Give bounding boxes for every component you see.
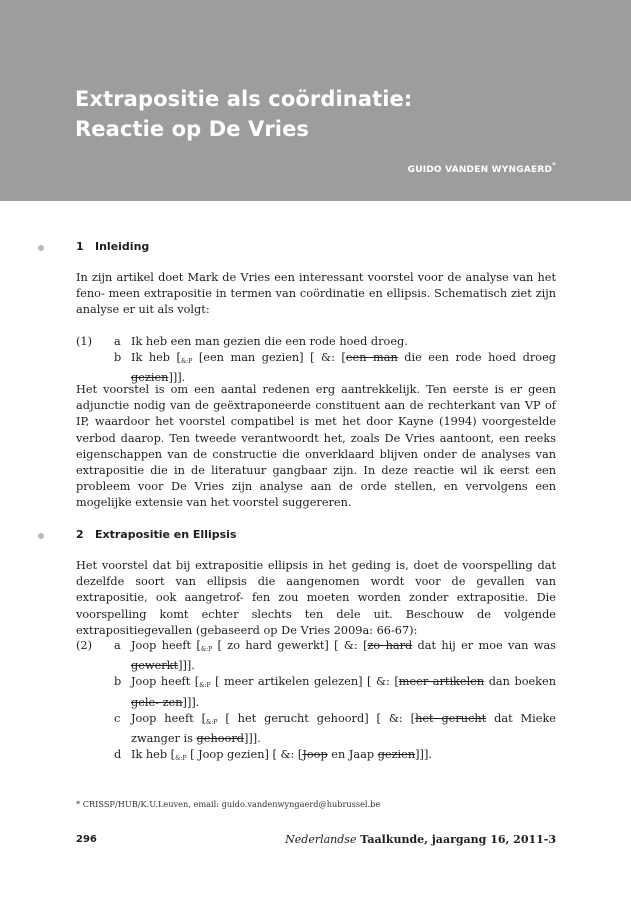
paragraph-intro: In zijn artikel doet Mark de Vries een interessant voorstel voor de analyse van het feno- meen extrapositie in termen van coördinatie en ellipsis. Schematisch ziet zijn analyse er uit als volgt:	[76, 271, 556, 317]
elided-text: gele- zen	[131, 695, 183, 709]
text-run: [een man gezien] [ &: [	[192, 351, 346, 365]
item-text	[131, 711, 556, 747]
elided-text: meer artikelen	[398, 675, 485, 689]
text-run: Ik heb [	[131, 748, 176, 762]
elided-text: een man	[345, 351, 398, 365]
text-run: Joop heeft [	[131, 675, 200, 689]
running-footer	[285, 833, 556, 846]
example-1	[76, 334, 556, 387]
item-letter: b	[114, 351, 122, 365]
paragraph-prediction: Het voorstel dat bij extrapositie ellipsis in het geding is, doet de voorspelling dat dezelfde soort van ellipsis die aangenomen wordt voor de gevallen van extrapositie, ook aangetrof- fen zou moeten worden zonder extrapositie. Die voorspelling komt echter slechts ten dele uit. Beschouw de volgende extrapositiegevallen (gebaseerd op De Vries 2009a: 66-67):	[76, 559, 556, 637]
text-run: dan boeken	[484, 675, 556, 689]
elided-text: het gerucht	[415, 711, 487, 725]
journal-issue: Taalkunde, jaargang 16, 2011-3	[356, 833, 556, 846]
subscript-label: &:P	[206, 718, 218, 726]
example-item-a	[76, 638, 556, 674]
item-text	[131, 674, 556, 710]
section-heading-1	[0, 240, 631, 256]
text-run: Joop heeft [	[131, 711, 206, 725]
article-title-line-1: Extrapositie als coördinatie:	[75, 87, 413, 111]
elided-text: gehoord	[196, 732, 244, 746]
text-run: Ik heb [	[131, 351, 181, 365]
paragraph-motivation: Het voorstel is om een aantal redenen erg aantrekkelijk. Ten eerste is er geen adjunctie nodig van de geëxtraponeerde constituent aan de rechterkant van VP of IP, waardoor het voorstel compatibel is met het door Kayne (1994) voorgestelde verbod daarop. Ten tweede verantwoordt het, zoals De Vries aantoont, een reeks eigenschappen van de constructie die onverklaard blijven onder de analyses van extrapositie die in de literatuur gangbaar zijn. In deze reactie wil ik eerst een probleem voor De Vries zijn analyse aan de orde stellen, en vervolgens een mogelijke extensie van het voorstel suggereren.	[76, 383, 556, 510]
elided-text: gewerkt	[131, 659, 179, 673]
example-item-b	[76, 674, 556, 710]
author-name: GUIDO VANDEN WYNGAERD	[407, 165, 553, 175]
text-run: ]]].	[168, 371, 186, 385]
example-number: (2)	[76, 639, 93, 652]
bullet-dot-icon	[38, 533, 44, 539]
text-run: [ zo hard gewerkt] [ &: [	[212, 639, 368, 652]
section-number: 1	[76, 240, 84, 253]
item-letter: b	[114, 675, 122, 689]
text-run: [ meer artikelen gelezen] [ &: [	[210, 675, 399, 689]
text-run: die een rode hoed droeg	[397, 351, 556, 365]
subscript-label: &:P	[180, 358, 193, 366]
article-title-line-2: Reactie op De Vries	[75, 117, 310, 141]
text-run: [ het gerucht gehoord] [ &: [	[217, 711, 416, 725]
bullet-dot-icon	[38, 245, 44, 251]
example-number: (1)	[76, 335, 93, 348]
text-run: en Jaap	[327, 748, 378, 762]
example-2	[76, 638, 556, 767]
example-item-c	[76, 711, 556, 747]
elided-text: zo hard	[367, 639, 413, 652]
item-letter: c	[114, 711, 121, 725]
item-text	[131, 747, 556, 767]
text-run: [ Joop gezien] [ &: [	[186, 748, 303, 762]
elided-text: gezien	[131, 371, 169, 385]
text-run: ]]].	[415, 748, 432, 762]
page-number: 296	[76, 834, 97, 845]
section-title: Inleiding	[95, 240, 150, 253]
example-item-d	[76, 747, 556, 767]
text-run: dat hij er moe van was	[412, 639, 556, 652]
article-title	[75, 84, 412, 144]
section-number: 2	[76, 528, 84, 541]
item-text	[131, 638, 556, 674]
item-text: Ik heb een man gezien die een rode hoed droeg.	[131, 335, 408, 348]
section-heading-2	[0, 528, 631, 544]
journal-name-italic: Nederlandse	[285, 833, 357, 846]
subscript-label: &:P	[199, 682, 211, 690]
text-run: Joop heeft [	[131, 639, 201, 652]
example-item-a	[76, 334, 556, 350]
author-byline	[408, 162, 556, 175]
item-letter: d	[114, 748, 122, 762]
subscript-label: &:P	[200, 646, 213, 653]
subscript-label: &:P	[175, 755, 187, 763]
elided-text: Joop	[302, 748, 328, 762]
footnote: * CRISSP/HUB/K.U.Leuven, email: guido.vandenwyngaerd@hubrussel.be	[76, 799, 381, 809]
text-run: ]]].	[243, 732, 261, 746]
section-title: Extrapositie en Ellipsis	[95, 528, 237, 541]
elided-text: gezien	[377, 748, 416, 762]
text-run: ]]].	[182, 695, 200, 709]
item-letter: a	[114, 335, 121, 348]
footnote-marker[interactable]: *	[552, 161, 556, 169]
text-run: ]]].	[178, 659, 195, 673]
item-letter: a	[114, 639, 121, 652]
text-run: dat Mieke zwanger is	[131, 711, 556, 746]
